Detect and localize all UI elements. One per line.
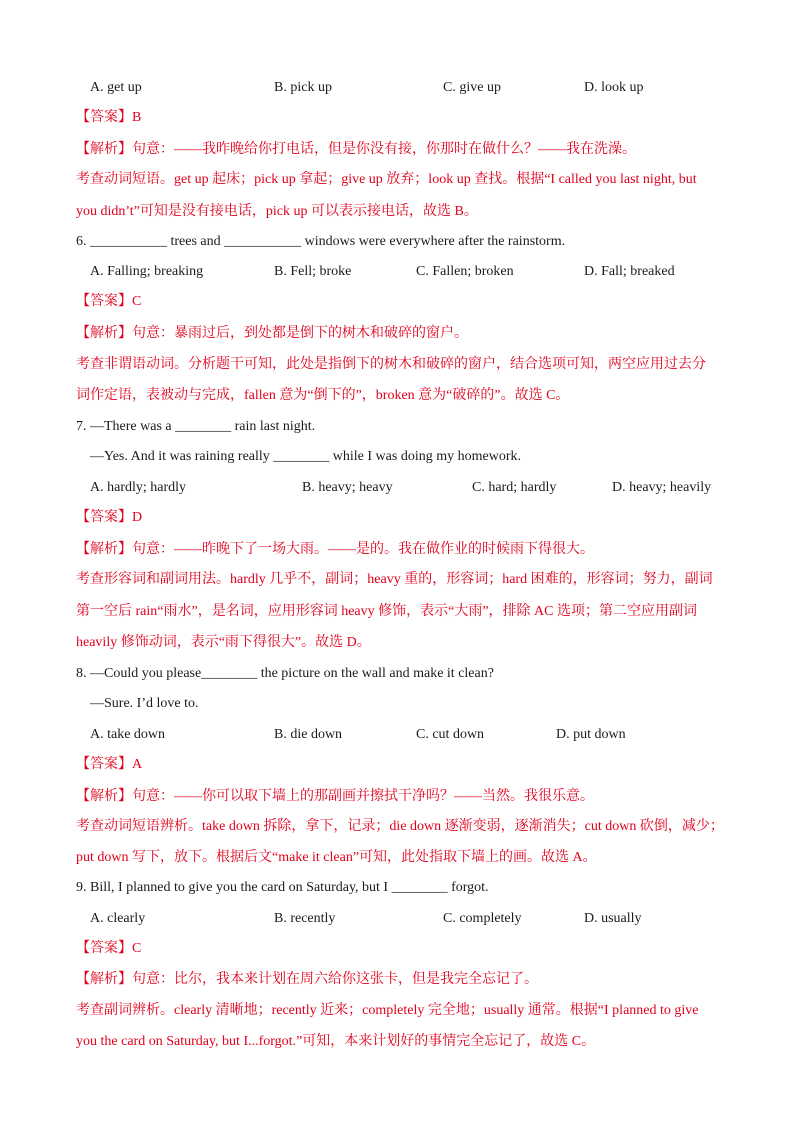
q6-analysis-line-1: 【解析】句意：暴雨过后，到处都是倒下的树木和破碎的窗户。 <box>76 326 468 341</box>
q7-analysis-line-1: 【解析】句意：——昨晚下了一场大雨。——是的。我在做作业的时候雨下得很大。 <box>76 542 594 557</box>
q6-option-d: D. Fall; breaked <box>584 264 675 279</box>
q8-option-d: D. put down <box>556 727 626 742</box>
q6-analysis-line-2: 考查非谓语动词。分析题干可知，此处是指倒下的树木和破碎的窗户，结合选项可知，两空应用过去分 <box>76 357 706 372</box>
q9-stem: 9. Bill, I planned to give you the card on Saturday, but I ________ forgot. <box>76 880 489 895</box>
q9-option-c: C. completely <box>443 911 522 926</box>
q6-option-b: B. Fell; broke <box>274 264 352 279</box>
q6-answer: 【答案】C <box>76 294 142 309</box>
q8-option-a: A. take down <box>90 727 166 742</box>
q7-option-d: D. heavy; heavily <box>612 480 712 495</box>
q8-answer: 【答案】A <box>76 757 143 772</box>
q5-option-a: A. get up <box>90 80 142 95</box>
q9-analysis-line-2: 考查副词辨析。clearly 清晰地；recently 近来；completely 完全地；usually 通常。根据“I planned to give <box>76 1003 699 1018</box>
q8-analysis-line-1: 【解析】句意：——你可以取下墙上的那副画并擦拭干净吗？——当然。我很乐意。 <box>76 789 594 804</box>
q9-option-a: A. clearly <box>90 911 146 926</box>
q7-answer: 【答案】D <box>76 510 143 525</box>
q6-analysis-line-3: 词作定语，表被动与完成，fallen 意为“倒下的”，broken 意为“破碎的”。故选 C。 <box>76 388 570 403</box>
q9-option-b: B. recently <box>274 911 336 926</box>
q5-option-d: D. look up <box>584 80 644 95</box>
q7-analysis-line-2: 考查形容词和副词用法。hardly 几乎不，副词；heavy 重的，形容词；hard 困难的，形容词；努力，副词 <box>76 572 713 587</box>
q6-stem: 6. ___________ trees and ___________ windows were everywhere after the rainstorm. <box>76 234 566 249</box>
q8-analysis-line-2: 考查动词短语辨析。take down 拆除，拿下，记录；die down 逐渐变弱，逐渐消失；cut down 砍倒，减少； <box>76 819 724 834</box>
q5-analysis-line-2: 考查动词短语。get up 起床；pick up 拿起；give up 放弃；look up 查找。根据“I called you last night, but <box>76 172 697 187</box>
q6-option-a: A. Falling; breaking <box>90 264 204 279</box>
q5-analysis-line-1: 【解析】句意：——我昨晚给你打电话，但是你没有接，你那时在做什么？——我在洗澡。 <box>76 142 636 157</box>
q8-analysis-line-3: put down 写下，放下。根据后文“make it clean”可知，此处指取下墙上的画。故选 A。 <box>76 850 597 865</box>
q6-option-c: C. Fallen; broken <box>416 264 514 279</box>
q5-option-b: B. pick up <box>274 80 332 95</box>
q7-stem-reply: —Yes. And it was raining really ________ while I was doing my homework. <box>90 449 521 464</box>
q7-option-a: A. hardly; hardly <box>90 480 187 495</box>
q8-stem: 8. —Could you please________ the picture on the wall and make it clean? <box>76 666 494 681</box>
q9-analysis-line-1: 【解析】句意：比尔，我本来计划在周六给你这张卡，但是我完全忘记了。 <box>76 972 538 987</box>
q5-option-c: C. give up <box>443 80 501 95</box>
q8-option-c: C. cut down <box>416 727 485 742</box>
q9-option-d: D. usually <box>584 911 642 926</box>
q5-analysis-line-3: you didn’t”可知是没有接电话，pick up 可以表示接电话，故选 B。 <box>76 204 478 219</box>
q5-answer: 【答案】B <box>76 110 142 125</box>
q7-analysis-line-3: 第一空后 rain“雨水”，是名词，应用形容词 heavy 修饰，表示“大雨”，排除 AC 选项；第二空应用副词 <box>76 604 697 619</box>
q8-option-b: B. die down <box>274 727 343 742</box>
q7-option-b: B. heavy; heavy <box>302 480 393 495</box>
q8-stem-reply: —Sure. I’d love to. <box>90 696 199 711</box>
q7-option-c: C. hard; hardly <box>472 480 557 495</box>
q9-analysis-line-3: you the card on Saturday, but I...forgot.”可知，本来计划好的事情完全忘记了，故选 C。 <box>76 1034 596 1049</box>
q7-analysis-line-4: heavily 修饰动词，表示“雨下得很大”。故选 D。 <box>76 635 371 650</box>
q7-stem: 7. —There was a ________ rain last night. <box>76 419 316 434</box>
q9-answer: 【答案】C <box>76 941 142 956</box>
